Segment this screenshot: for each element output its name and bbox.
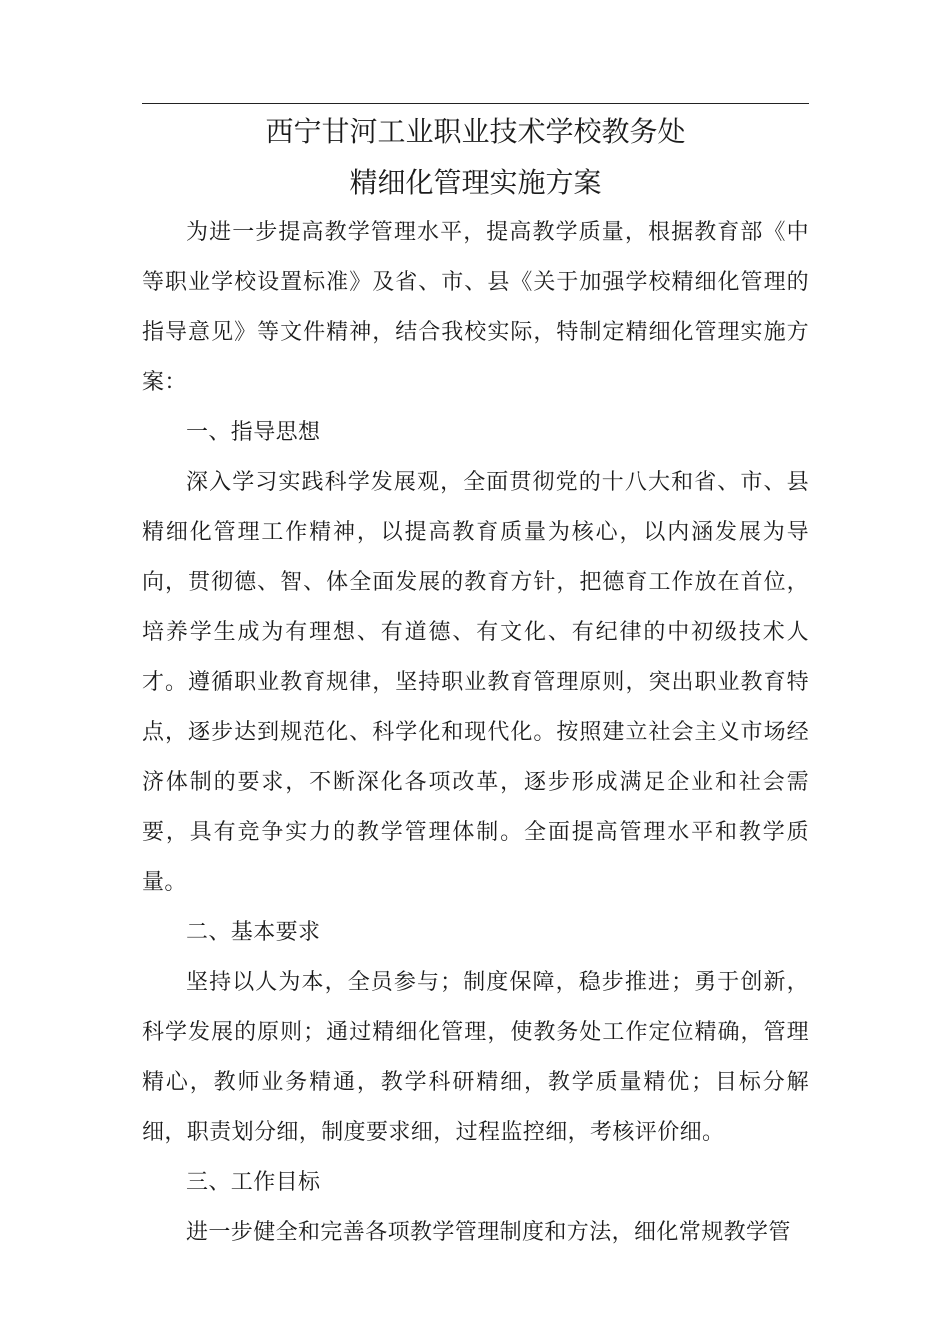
work-goals-paragraph: 进一步健全和完善各项教学管理制度和方法，细化常规教学管	[186, 1220, 791, 1245]
document-title-line-1: 西宁甘河工业职业技术学校教务处	[265, 115, 686, 148]
document-title-line-2: 精细化管理实施方案	[349, 166, 602, 199]
section-heading-work-goals: 三、工作目标	[186, 1170, 321, 1195]
guiding-ideology-paragraph: 深入学习实践科学发展观，全面贯彻党的十八大和省、市、县精细化管理工作精神，以提高教育质量为核心，以内涵发展为导向，贯彻德、智、体全面发展的教育方针，把德育工作放在首位，培养学生成为有理想、有道德、有文化、有纪律的中初级技术人才。遵循职业教育规律，坚持职业教育管理原则，突出职业教育特点，逐步达到规范化、科学化和现代化。按照建立社会主义市场经济体制的要求，不断深化各项改革，逐步形成满足企业和社会需要，具有竞争实力的教学管理体制。全面提高管理水平和教学质量。	[142, 470, 809, 895]
document-body	[142, 208, 809, 1258]
section-heading-basic-requirements: 二、基本要求	[186, 920, 321, 945]
intro-paragraph: 为进一步提高教学管理水平，提高教学质量，根据教育部《中等职业学校设置标准》及省、市、县《关于加强学校精细化管理的指导意见》等文件精神，结合我校实际，特制定精细化管理实施方案：	[142, 220, 809, 395]
basic-requirements-paragraph: 坚持以人为本，全员参与；制度保障，稳步推进；勇于创新，科学发展的原则；通过精细化管理，使教务处工作定位精确，管理精心，教师业务精通，教学科研精细，教学质量精优；目标分解细，职责划分细，制度要求细，过程监控细，考核评价细。	[142, 970, 809, 1145]
section-heading-guiding-ideology: 一、指导思想	[186, 420, 321, 445]
header-rule	[142, 103, 809, 104]
